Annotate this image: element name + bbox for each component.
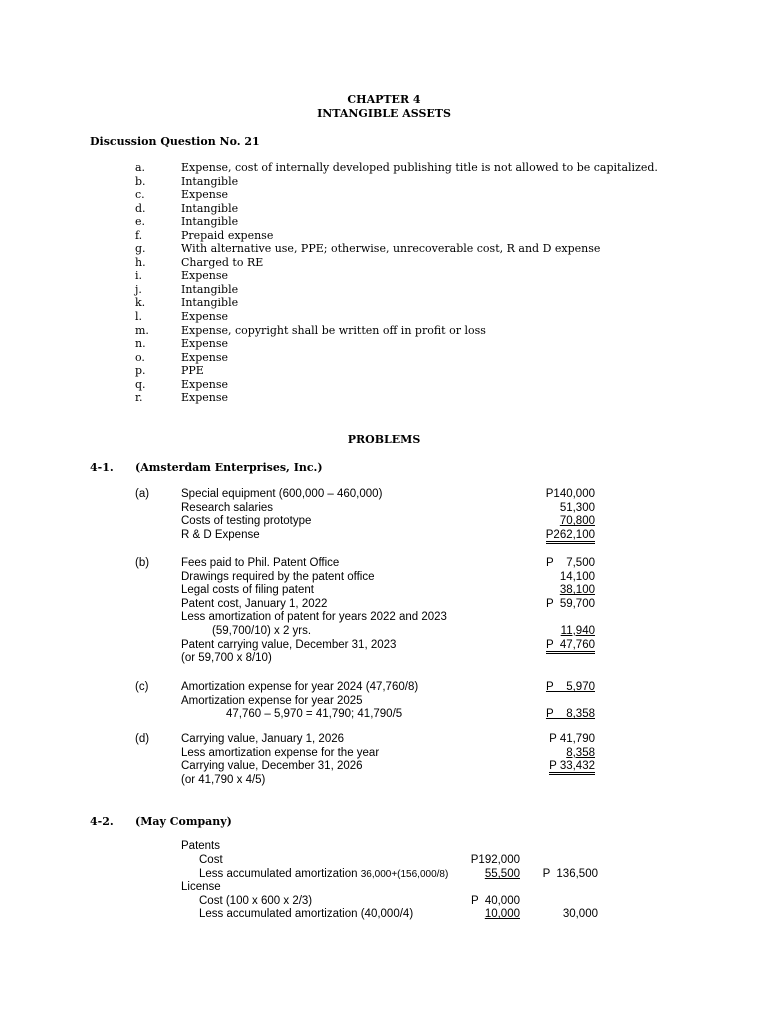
- list-item-letter: i.: [135, 269, 143, 283]
- amount: P 8,358: [545, 708, 595, 721]
- list-item-text: Expense: [181, 391, 229, 405]
- list-item-text: Intangible: [181, 174, 239, 188]
- part-a-amounts: [500, 488, 595, 542]
- list-item-letter: r.: [135, 391, 143, 405]
- list-item-text: Charged to RE: [181, 255, 264, 269]
- amount: P140,000: [545, 488, 595, 500]
- part-c-lines: [181, 681, 418, 722]
- list-item-text: Intangible: [181, 215, 239, 229]
- total-amount: P 47,760: [546, 639, 595, 654]
- list-item-text: Expense: [181, 269, 229, 283]
- part-d-line: Carrying value, December 31, 2026: [181, 760, 363, 773]
- part-d-lines: [181, 733, 379, 787]
- list-item-letter: j.: [135, 282, 142, 296]
- amount: P 5,970: [545, 681, 595, 693]
- amount: 14,100: [559, 570, 595, 583]
- list-item-text: Intangible: [181, 201, 239, 215]
- amount: 8,358: [566, 746, 595, 759]
- license-amortization-amount: 10,000: [484, 908, 520, 920]
- list-item-letter: c.: [135, 188, 145, 202]
- patent-amortization-amount: 55,500: [484, 868, 520, 880]
- list-item-text: Expense: [181, 188, 229, 202]
- amount: P 59,700: [545, 597, 595, 610]
- part-d-amounts: [500, 733, 595, 774]
- list-item-text: Expense, cost of internally developed publishing title is not allowed to be capitalized.: [181, 161, 658, 174]
- patent-amortization-calc: 36,000+(156,000/8): [360, 869, 449, 880]
- list-item-letter: o.: [135, 350, 145, 364]
- list-item-letter: l.: [135, 310, 143, 324]
- problem-number-4-1: 4-1.: [90, 461, 114, 474]
- part-b-line: (59,700/10) x 2 yrs.: [212, 624, 312, 637]
- amount: 11,940: [560, 624, 595, 637]
- amount: 51,300: [559, 501, 595, 514]
- list-item-letter: m.: [135, 323, 149, 337]
- discussion-title: Discussion Question No. 21: [90, 135, 260, 148]
- list-item-text: PPE: [181, 364, 204, 378]
- list-item-letter: q.: [135, 377, 146, 391]
- part-a-line: Costs of testing prototype: [181, 515, 312, 528]
- list-item-letter: b.: [135, 174, 146, 188]
- list-item-text: Expense: [181, 337, 229, 351]
- part-b-line: Less amortization of patent for years 2022 and 2023: [181, 611, 447, 624]
- part-b-line: Fees paid to Phil. Patent Office: [181, 557, 340, 569]
- list-item-letter: d.: [135, 201, 146, 215]
- list-item-letter: g.: [135, 242, 146, 256]
- license-amortization-label: Less accumulated amortization (40,000/4): [199, 908, 414, 920]
- patent-net-amount: P 136,500: [542, 868, 598, 880]
- list-item-text: Expense: [181, 350, 229, 364]
- list-item-text: Expense: [181, 377, 229, 391]
- part-label-b: (b): [135, 557, 150, 569]
- list-item-letter: p.: [135, 364, 146, 378]
- list-item-letter: e.: [135, 215, 146, 229]
- part-b-line: Patent cost, January 1, 2022: [181, 597, 328, 610]
- chapter-heading: CHAPTER 4: [347, 93, 421, 106]
- part-b-amounts: [500, 557, 595, 652]
- list-item-letter: k.: [135, 296, 146, 310]
- part-label-c: (c): [135, 681, 149, 693]
- license-cost-amount: P 40,000: [470, 895, 520, 907]
- part-label-d: (d): [135, 733, 150, 745]
- list-item-text: Intangible: [181, 282, 239, 296]
- part-b-line: (or 59,700 x 8/10): [181, 652, 272, 665]
- total-amount: P 33,432: [549, 760, 595, 775]
- patent-amortization-label: Less accumulated amortization: [199, 868, 358, 880]
- part-b-lines: [181, 557, 447, 666]
- part-d-line: (or 41,790 x 4/5): [181, 773, 266, 786]
- part-d-line: Carrying value, January 1, 2026: [181, 733, 345, 745]
- list-item-text: Expense: [181, 310, 229, 324]
- patent-amortization-row: [199, 868, 448, 880]
- list-item-letter: f.: [135, 228, 143, 242]
- list-item-text: Intangible: [181, 296, 239, 310]
- list-item-letter: n.: [135, 337, 146, 351]
- license-heading: License: [181, 881, 221, 893]
- amount: P 41,790: [549, 733, 595, 745]
- part-c-line: Amortization expense for year 2024 (47,760/8): [181, 681, 419, 693]
- list-item-letter: h.: [135, 255, 146, 269]
- part-a-line: Special equipment (600,000 – 460,000): [181, 488, 383, 500]
- problem-number-4-2: 4-2.: [90, 815, 114, 828]
- part-a-line: Research salaries: [181, 501, 274, 514]
- amount: P 7,500: [545, 557, 595, 569]
- patents-heading: Patents: [181, 840, 220, 852]
- chapter-topic: INTANGIBLE ASSETS: [317, 107, 451, 120]
- list-item-text: With alternative use, PPE; otherwise, unrecoverable cost, R and D expense: [181, 242, 601, 256]
- patent-cost-amount: P192,000: [470, 854, 520, 866]
- amount: 38,100: [559, 584, 595, 597]
- list-item-letter: a.: [135, 161, 146, 174]
- license-net-amount: 30,000: [562, 908, 598, 920]
- part-label-a: (a): [135, 488, 150, 500]
- part-c-line: Amortization expense for year 2025: [181, 694, 363, 707]
- list-item-text: Prepaid expense: [181, 228, 274, 242]
- part-d-line: Less amortization expense for the year: [181, 746, 380, 759]
- list-item-text: Expense, copyright shall be written off in profit or loss: [181, 323, 486, 337]
- patent-amortization-amount-cell: [470, 868, 520, 880]
- patent-cost-label: Cost: [199, 854, 223, 866]
- amount: 70,800: [559, 515, 595, 528]
- license-amortization-amount-cell: [465, 908, 520, 920]
- license-cost-label: Cost (100 x 600 x 2/3): [199, 895, 313, 907]
- problems-title: PROBLEMS: [347, 433, 421, 446]
- total-amount: P262,100: [546, 529, 595, 544]
- part-a-line: R & D Expense: [181, 528, 260, 541]
- part-b-line: Drawings required by the patent office: [181, 570, 375, 583]
- part-b-line: Legal costs of filing patent: [181, 584, 314, 597]
- part-b-line: Patent carrying value, December 31, 2023: [181, 638, 397, 651]
- part-c-line: 47,760 – 5,970 = 41,790; 41,790/5: [226, 708, 403, 721]
- part-a-lines: [181, 488, 382, 542]
- part-c-amounts: [500, 681, 595, 722]
- problem-name-4-1: (Amsterdam Enterprises, Inc.): [135, 461, 323, 474]
- problem-name-4-2: (May Company): [135, 815, 232, 828]
